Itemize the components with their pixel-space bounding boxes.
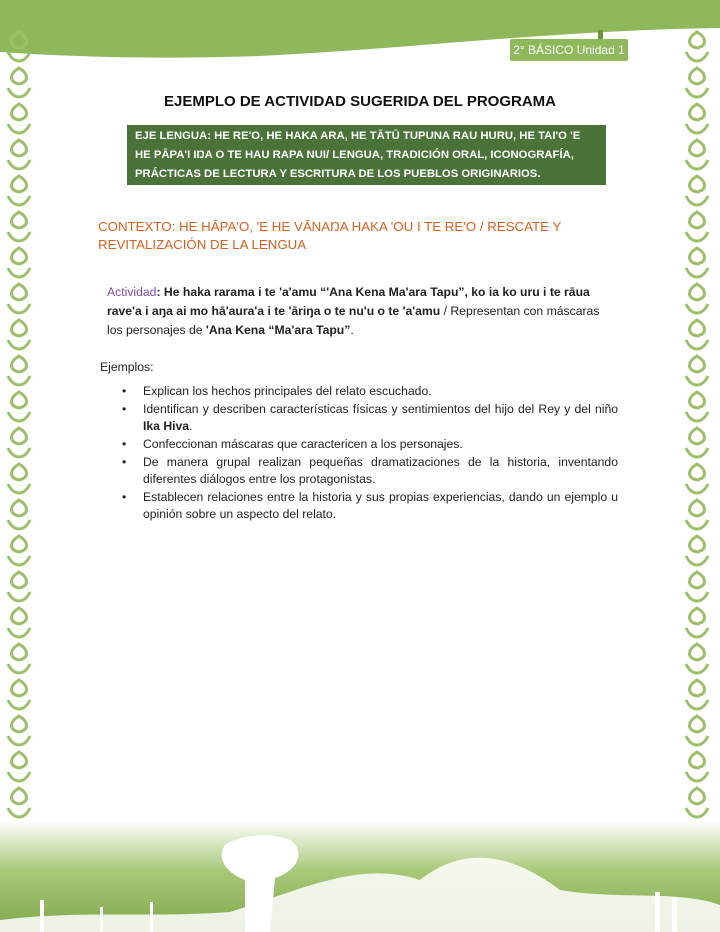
list-item: • Explican los hechos principales del relato escuchado. (122, 384, 432, 398)
examples-list (122, 383, 618, 524)
list-item: • De manera grupal realizan pequeñas dramatizaciones de la historia, inventando diferentes diálogos entre los protagonistas. (122, 455, 618, 486)
grade-unit-badge: 2° BÁSICO Unidad 1 (510, 39, 628, 61)
list-item: • Establecen relaciones entre la historia y sus propias experiencias, dando un ejemplo u opinión sobre un aspecto del relato. (122, 490, 618, 521)
decorative-border-left (6, 30, 32, 820)
list-item: • Confeccionan máscaras que caractericen a los personajes. (122, 437, 463, 451)
actividad-paragraph (107, 283, 617, 340)
landscape-footer-illustration (0, 820, 720, 932)
page-title: EJEMPLO DE ACTIVIDAD SUGERIDA DEL PROGRAMA (164, 93, 556, 110)
contexto-heading: CONTEXTO: HE HĀPA'O, 'E HE VĀNAŊA HAKA 'OU I TE RE'O / RESCATE Y REVITALIZACIÓN DE LA LENGUA (98, 219, 562, 252)
actividad-end: . (350, 323, 354, 337)
actividad-story-title: 'Ana Kena “Ma'ara Tapu” (205, 323, 351, 337)
decorative-border-right (684, 30, 710, 820)
actividad-spanish: / Representan con máscaras los personajes de (107, 304, 600, 337)
actividad-colon: : (156, 285, 164, 299)
ejemplos-label: Ejemplos: (100, 360, 154, 374)
list-item: • Identifican y describen características físicas y sentimientos del hijo del Rey y del niño Ika Hiva. (122, 402, 618, 433)
eje-box: EJE LENGUA: HE RE'O, HE HAKA ARA, HE TĀTŪ TUPUNA RAU HURU, HE TAI'O 'E HE PĀPA'I IŊA O TE HAU RAPA NUI/ LENGUA, TRADICIÓN ORAL, ICONOGRAFÍA, PRÁCTICAS DE LECTURA Y ESCRITURA DE LOS PUEBLOS ORIGINARIOS. (127, 125, 606, 185)
actividad-rapanui: He haka rarama i te 'a'amu “'Ana Kena Ma'ara Tapu”, ko ia ko uru i te rāua rave'a i aŋa ai mo hā'aura'a i te 'āriŋa o te nu'u o te 'a'amu (107, 285, 590, 318)
actividad-label: Actividad (107, 285, 157, 299)
